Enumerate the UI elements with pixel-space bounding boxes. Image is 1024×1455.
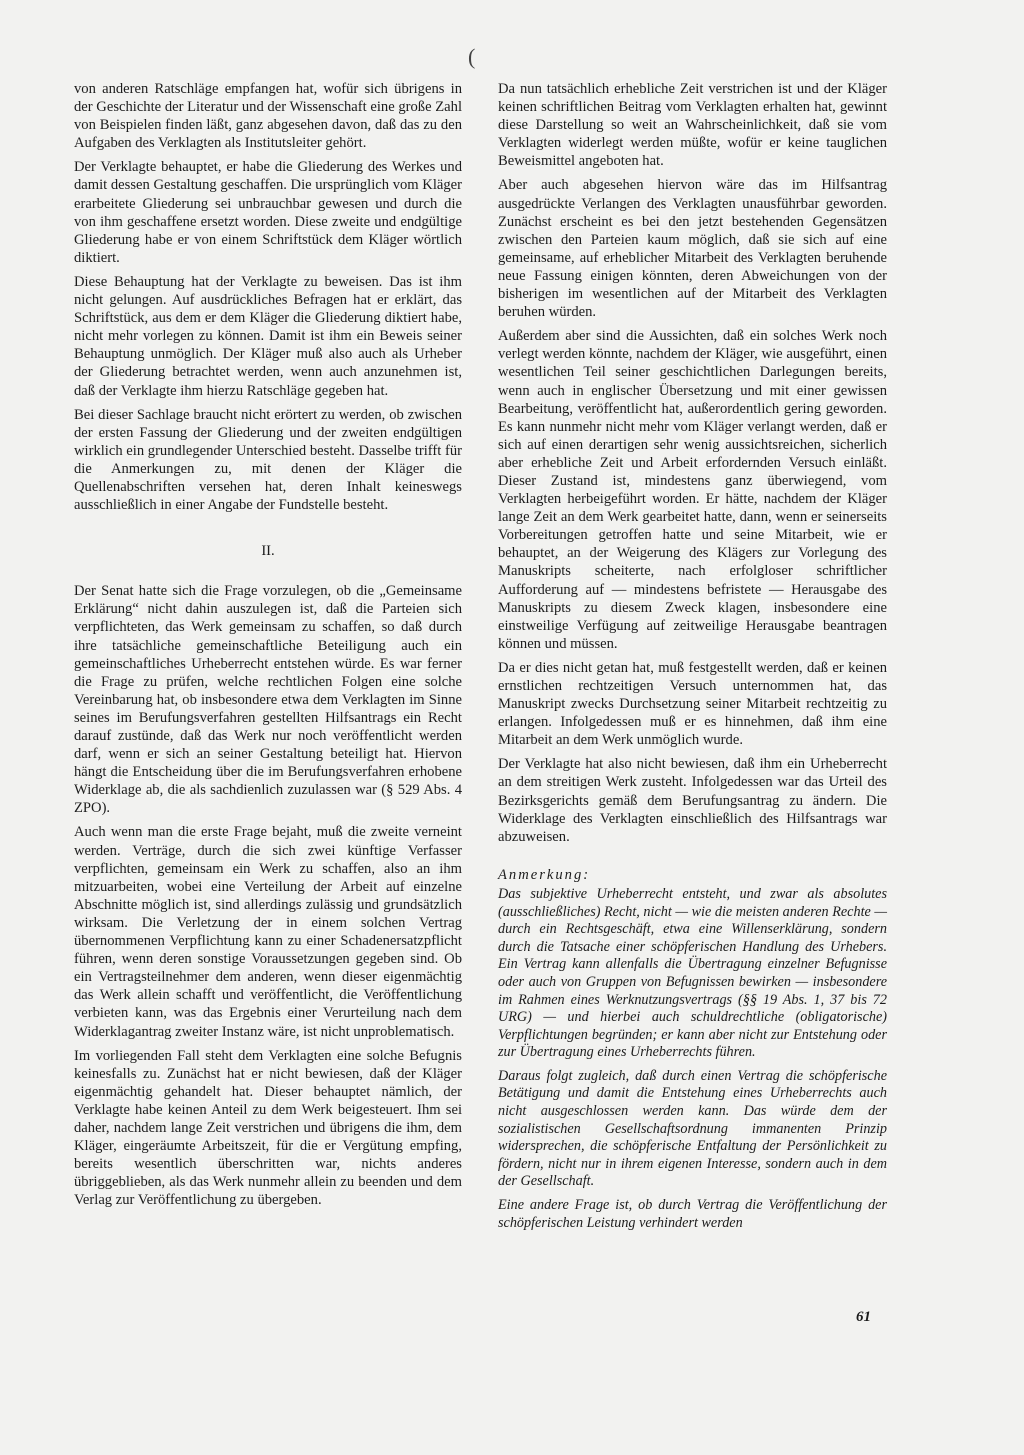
paragraph: von anderen Ratschläge empfangen hat, wofür sich übrigens in der Geschichte der Literatur und der Wissenschaft eine große Zahl von Beispielen finden läßt, ganz abgesehen davon, daß das zu den Aufgaben des Verklagten als Institutsleiter gehört. <box>74 81 462 152</box>
paragraph: Da er dies nicht getan hat, muß festgestellt werden, daß er keinen ernstlichen rechtzeitigen Versuch unternommen hat, das Manuskript zwecks Durchsetzung seiner Mitarbeit rechtzeitig zu erlangen. Infolgedessen muß er es hinnehmen, daß ihm eine Mitarbeit an dem Werk unmöglich wurde. <box>498 659 887 749</box>
paragraph: Der Senat hatte sich die Frage vorzulegen, ob die „Gemeinsame Erklärung“ nicht dahin auszulegen ist, daß die Parteien sich verpflichteten, das Werk gemeinsam zu schaffen, so daß durch ihre tatsächliche gemeinschaftliche Beteiligung auch ein gemeinschaftliches Urheberrecht entstehen würde. Es war ferner die Frage zu prüfen, welche rechtlichen Folgen eine solche Vereinbarung hat, ob insbesondere etwa dem Verklagten im Sinne seines im Berufungsverfahren gestellten Hilfsantrags ein Recht darauf zustünde, daß das Werk nur noch veröffentlicht werden darf, wenn er sich an seiner Gestaltung beteiligt hat. Hiervon hängt die Entscheidung über die im Berufungsverfahren erhobene Widerklage ab, die als sachdienlich zuzulassen war (§ 529 Abs. 4 ZPO). <box>74 583 462 817</box>
paragraph: Auch wenn man die erste Frage bejaht, muß die zweite verneint werden. Verträge, durch die sich zwei künftige Verfasser verpflichten, gemeinsam ein Werk zu schaffen, also an ihm mitzuarbeiten, wobei eine Verteilung der Arbeit auf einzelne Abschnitte möglich ist, sind allerdings zulässig und grundsätzlich wirksam. Die Verletzung der in einem solchen Vertrag übernommenen Verpflichtung kann zu einer Schadenersatzpflicht führen, wenn deren sonstige Voraussetzungen gegeben sind. Ob ein Vertragsteilnehmer dem anderen, wenn dieser eigenmächtig das Werk allein schafft und veröffentlicht, die Veröffentlichung verbieten kann, was das Ergebnis einer Verurteilung nach dem Widerklagantrag zweiter Instanz wäre, ist nicht unproblematisch. <box>74 824 462 1040</box>
note-paragraph: Das subjektive Urheberrecht entsteht, und zwar als absolutes (ausschließliches) Recht, nicht — wie die meisten anderen Rechte — durch ein Rechtsgeschäft, etwa eine Willenserklärung, sondern durch die Tatsache einer schöpferischen Handlung des Urhebers. Ein Vertrag kann allenfalls die Übertragung einzelner Befugnisse oder auch von Gruppen von Befugnissen bewirken — insbesondere im Rahmen eines Werknutzungsvertrags (§§ 19 Abs. 1, 37 bis 72 URG) — und hierbei auch schuldrechtliche (obligatorische) Verpflichtungen begründen; er kann aber nicht zur Entstehung oder zur Übertragung eines Urheberrechts führen. <box>498 885 887 1061</box>
right-column <box>498 80 887 1238</box>
paragraph: Da nun tatsächlich erhebliche Zeit verstrichen ist und der Kläger keinen schriftlichen Beitrag vom Verklagten erhalten hat, gewinnt diese Darstellung so weit an Wahrscheinlichkeit, daß sie vom Verklagten widerlegt werden müßte, wofür er keine tauglichen Beweismittel angeboten hat. <box>498 81 887 170</box>
paragraph: Außerdem aber sind die Aussichten, daß ein solches Werk noch verlegt werden könnte, nachdem der Kläger, wie ausgeführt, einen wesentlichen Teil seiner geschichtlichen Darlegungen bereits, wenn auch in englischer Übersetzung und mit einer gewissen Bearbeitung, veröffentlicht hat, außerordentlich gering geworden. Es kann nunmehr nicht mehr vom Kläger verlangt werden, daß er sich auf einen derartigen sehr wenig aussichtsreichen, sicherlich aber erhebliche Zeit und Arbeit erfordernden Versuch einläßt. Dieser Zustand ist, mindestens ganz überwiegend, vom Verklagten herbeigeführt worden. Er hätte, nachdem der Kläger lange Zeit an dem Werk gearbeitet hatte, dann, wenn er seinerseits Vorbereitungen getroffen hatte und seine Mitarbeit, wie er behauptet, an der Weigerung des Klägers zur Vorlegung des Manuskripts scheiterte, nach erfolgloser schriftlicher Aufforderung auf — mindestens befristete — Herausgabe des Manuskripts zu diesem Zweck klagen, insbesondere eine einstweilige Verfügung auf zeitweilige Herausgabe beantragen können und müssen. <box>498 328 887 652</box>
section-heading: II. <box>261 543 275 560</box>
note-paragraph: Daraus folgt zugleich, daß durch einen Vertrag die schöpferische Betätigung und damit die Entstehung eines Urheberrechts auch nicht ausgeschlossen werden kann. Das würde dem der sozialistischen Gesellschaftsordnung immanenten Prinzip widersprechen, die schöpferische Entfaltung der Persönlichkeit zu fördern, nicht nur in ihrem eigenen Interesse, sondern auch in dem der Gesellschaft. <box>498 1067 887 1190</box>
left-column <box>74 80 462 1215</box>
paragraph: Im vorliegenden Fall steht dem Verklagten eine solche Befugnis keinesfalls zu. Zunächst hat er nicht bewiesen, daß der Kläger eigenmächtig gehandelt hat. Dieser behauptet nämlich, der Verklagte habe keinen Anteil zu dem Werk beigesteuert. Ihm sei daher, nachdem lange Zeit verstrichen und übrigens die ihm, dem Kläger, eingeräumte Arbeitszeit, für die er Vergütung empfing, bereits wesentlich überschritten war, nichts anderes übriggeblieben, als das Werk nunmehr allein zu beenden und dem Verlag zur Veröffentlichung zu übergeben. <box>74 1047 462 1209</box>
paragraph: Der Verklagte behauptet, er habe die Gliederung des Werkes und damit dessen Gestaltung geschaffen. Die ursprünglich vom Kläger erarbeitete Gliederung sei unbrauchbar gewesen und durch die von ihm geschaffene ersetzt worden. Diese zweite und endgültige Gliederung habe er von einem Schriftstück dem Kläger wörtlich diktiert. <box>74 159 462 266</box>
paragraph: Diese Behauptung hat der Verklagte zu beweisen. Das ist ihm nicht gelungen. Auf ausdrückliches Befragen hat er erklärt, das Schriftstück, aus dem er dem Kläger die Gliederung diktiert habe, nicht mehr vorlegen zu können. Damit ist ihm ein Beweis seiner Behauptung unmöglich. Der Kläger muß also auch als Urheber der Gliederung betrachtet werden, wenn auch anzunehmen ist, daß der Verklagte ihm hierzu Ratschläge gegeben hat. <box>74 273 462 399</box>
paragraph: Bei dieser Sachlage braucht nicht erörtert zu werden, ob zwischen der ersten Fassung der Gliederung und der zweiten endgültigen wirklich ein grundlegender Unterschied besteht. Dasselbe trifft für die Anmerkungen zu, mit denen der Kläger die Quellenabschriften versehen hat, deren Inhalt keineswegs ausschließlich in einer Angabe der Fundstelle besteht. <box>74 406 462 514</box>
page-number: 61 <box>856 1309 871 1325</box>
paragraph: Aber auch abgesehen hiervon wäre das im Hilfsantrag ausgedrückte Verlangen des Verklagten unausführbar geworden. Zunächst erscheint es bei den jetzt bestehenden Gegensätzen zwischen den Parteien kaum möglich, daß sie sich auf eine gemeinsame, auf erheblicher Mitarbeit des Verklagten beruhende neue Fassung einigen könnten, deren Abweichungen von der bisherigen im wesentlichen auf der Mitarbeit des Verklagten beruhen würden. <box>498 177 887 321</box>
note-paragraph: Eine andere Frage ist, ob durch Vertrag die Veröffentlichung der schöpferischen Leistung verhindert werden <box>498 1197 887 1231</box>
margin-mark: ( <box>468 44 476 69</box>
paragraph: Der Verklagte hat also nicht bewiesen, daß ihm ein Urheberrecht an dem streitigen Werk zusteht. Infolgedessen war das Urteil des Bezirksgerichts gemäß dem Berufungsantrag zu ändern. Die Widerklage des Verklagten einschließlich des Hilfsantrags war abzuweisen. <box>498 756 887 845</box>
note-title: Anmerkung: <box>498 866 591 883</box>
